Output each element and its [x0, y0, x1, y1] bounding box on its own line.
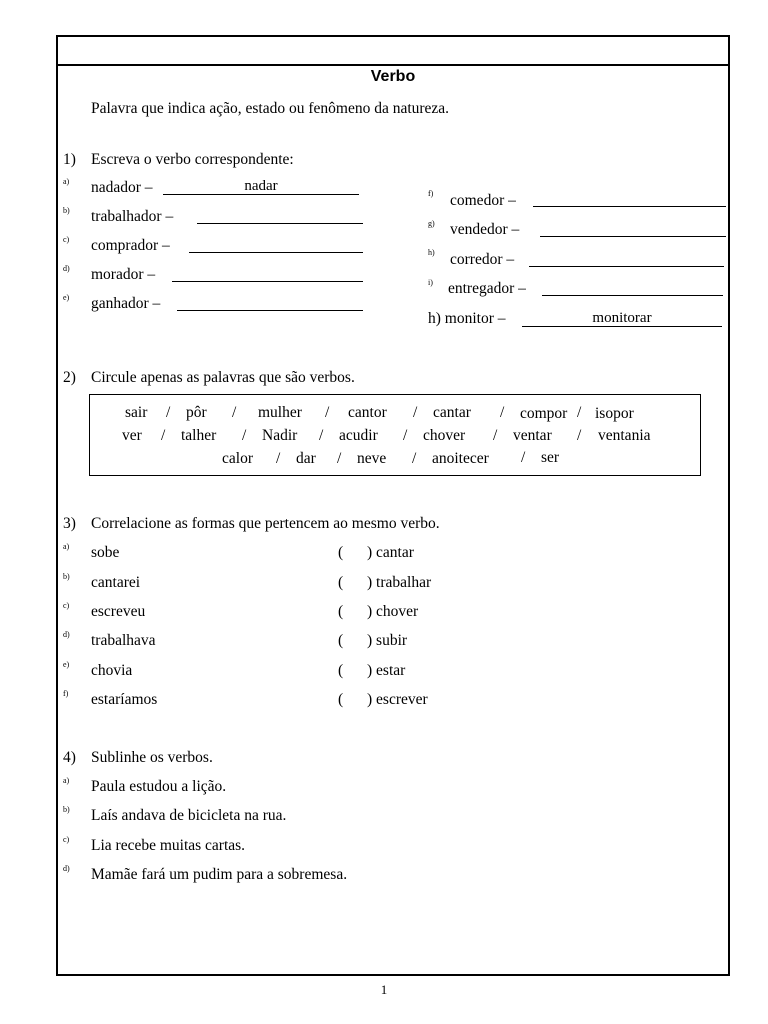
q3-paren-d[interactable]: (: [338, 632, 344, 649]
box-word[interactable]: compor: [520, 405, 568, 422]
q2-number: 2): [63, 369, 76, 386]
q4-prompt: Sublinhe os verbos.: [91, 749, 213, 766]
q1-answer-c[interactable]: [189, 236, 363, 253]
q3-match-c: ) chover: [367, 603, 419, 620]
box-separator: /: [577, 427, 582, 444]
q4-letter-c: c): [63, 835, 70, 844]
box-separator: /: [500, 404, 505, 421]
box-word[interactable]: ver: [122, 427, 142, 444]
q3-match-f: ) escrever: [367, 691, 428, 708]
word-box: [89, 394, 701, 476]
q3-paren-a[interactable]: (: [338, 544, 344, 561]
box-word[interactable]: Nadir: [262, 427, 298, 444]
q3-letter-d: d): [63, 630, 70, 639]
q1-letter-i: i): [428, 278, 433, 287]
q1-word-g: vendedor –: [450, 221, 520, 238]
q3-paren-b[interactable]: (: [338, 574, 344, 591]
q3-word-e: chovia: [91, 662, 133, 679]
box-word[interactable]: anoitecer: [432, 450, 489, 467]
q2-prompt: Circule apenas as palavras que são verbos.: [91, 369, 355, 386]
box-separator: /: [319, 427, 324, 444]
header-band: [58, 37, 728, 66]
q3-word-f: estaríamos: [91, 691, 158, 708]
box-word[interactable]: talher: [181, 427, 217, 444]
q3-word-c: escreveu: [91, 603, 146, 620]
q1-word-c: comprador –: [91, 237, 170, 254]
page-title: Verbo: [370, 68, 416, 85]
q1-answer-d[interactable]: [172, 265, 363, 282]
box-word[interactable]: mulher: [258, 404, 302, 421]
q4-letter-b: b): [63, 805, 70, 814]
q3-letter-a: a): [63, 542, 70, 551]
box-separator: /: [521, 449, 526, 466]
q3-match-a: ) cantar: [367, 544, 414, 561]
box-word[interactable]: cantar: [433, 404, 471, 421]
q1-letter-c: c): [63, 235, 70, 244]
box-separator: /: [242, 427, 247, 444]
q3-prompt: Correlacione as formas que pertencem ao mesmo verbo.: [91, 515, 440, 532]
box-word[interactable]: acudir: [339, 427, 378, 444]
q3-number: 3): [63, 515, 76, 532]
q1-word-a: nadador –: [91, 179, 153, 196]
q3-paren-c[interactable]: (: [338, 603, 344, 620]
box-separator: /: [166, 404, 171, 421]
q3-paren-f[interactable]: (: [338, 691, 344, 708]
box-word[interactable]: chover: [423, 427, 466, 444]
box-separator: /: [412, 450, 417, 467]
q1-answer-i[interactable]: [542, 279, 723, 296]
box-separator: /: [413, 404, 418, 421]
box-word[interactable]: cantor: [348, 404, 387, 421]
q4-sentence-a[interactable]: Paula estudou a lição.: [91, 778, 227, 795]
q1-number: 1): [63, 151, 76, 168]
box-separator: /: [337, 450, 342, 467]
q4-number: 4): [63, 749, 76, 766]
q1-letter-a: a): [63, 177, 70, 186]
q1-word-b: trabalhador –: [91, 208, 174, 225]
definition: Palavra que indica ação, estado ou fenômeno da natureza.: [91, 100, 450, 117]
q1-answer-b[interactable]: [197, 207, 363, 224]
box-word[interactable]: sair: [125, 404, 148, 421]
box-separator: /: [493, 427, 498, 444]
box-word[interactable]: ventar: [513, 427, 552, 444]
worksheet-frame: [56, 35, 730, 976]
q1-word-i: entregador –: [448, 280, 526, 297]
q1-answer-monitor[interactable]: monitorar: [522, 310, 722, 327]
box-separator: /: [325, 404, 330, 421]
box-word[interactable]: neve: [357, 450, 387, 467]
q1-word-f: comedor –: [450, 192, 516, 209]
q3-letter-e: e): [63, 660, 70, 669]
q3-paren-e[interactable]: (: [338, 662, 344, 679]
q1-prompt: Escreva o verbo correspondente:: [91, 151, 294, 168]
q3-letter-c: c): [63, 601, 70, 610]
q1-letter-h: h): [428, 248, 435, 257]
box-separator: /: [577, 404, 582, 421]
q3-word-b: cantarei: [91, 574, 141, 591]
q3-word-d: trabalhava: [91, 632, 156, 649]
q3-match-d: ) subir: [367, 632, 408, 649]
box-word[interactable]: ventania: [598, 427, 651, 444]
q3-word-a: sobe: [91, 544, 120, 561]
box-separator: /: [232, 404, 237, 421]
q4-sentence-c[interactable]: Lia recebe muitas cartas.: [91, 837, 246, 854]
q3-letter-b: b): [63, 572, 70, 581]
q3-match-e: ) estar: [367, 662, 406, 679]
box-word[interactable]: ser: [541, 449, 560, 466]
box-word[interactable]: isopor: [595, 405, 634, 422]
box-word[interactable]: pôr: [186, 404, 207, 421]
q1-answer-a[interactable]: nadar: [163, 178, 359, 195]
q3-match-b: ) trabalhar: [367, 574, 432, 591]
q1-word-e: ganhador –: [91, 295, 161, 312]
q1-answer-e[interactable]: [177, 294, 363, 311]
box-separator: /: [403, 427, 408, 444]
box-word[interactable]: dar: [296, 450, 316, 467]
q4-letter-a: a): [63, 776, 70, 785]
page-number: 1: [380, 982, 388, 997]
q1-letter-b: b): [63, 206, 70, 215]
q1-letter-f: f): [428, 189, 434, 198]
box-word[interactable]: calor: [222, 450, 253, 467]
q1-word-h: corredor –: [450, 251, 515, 268]
q1-answer-g[interactable]: [540, 220, 726, 237]
q4-letter-d: d): [63, 864, 70, 873]
q4-sentence-d[interactable]: Mamãe fará um pudim para a sobremesa.: [91, 866, 348, 883]
q1-answer-f[interactable]: [533, 190, 726, 207]
box-separator: /: [161, 427, 166, 444]
q1-letter-d: d): [63, 264, 70, 273]
q1-word-monitor: h) monitor –: [428, 310, 506, 327]
q4-sentence-b[interactable]: Laís andava de bicicleta na rua.: [91, 807, 287, 824]
q1-letter-g: g): [428, 219, 435, 228]
q1-answer-h[interactable]: [529, 250, 724, 267]
q3-letter-f: f): [63, 689, 69, 698]
q1-letter-e: e): [63, 293, 70, 302]
q1-word-d: morador –: [91, 266, 156, 283]
box-separator: /: [276, 450, 281, 467]
